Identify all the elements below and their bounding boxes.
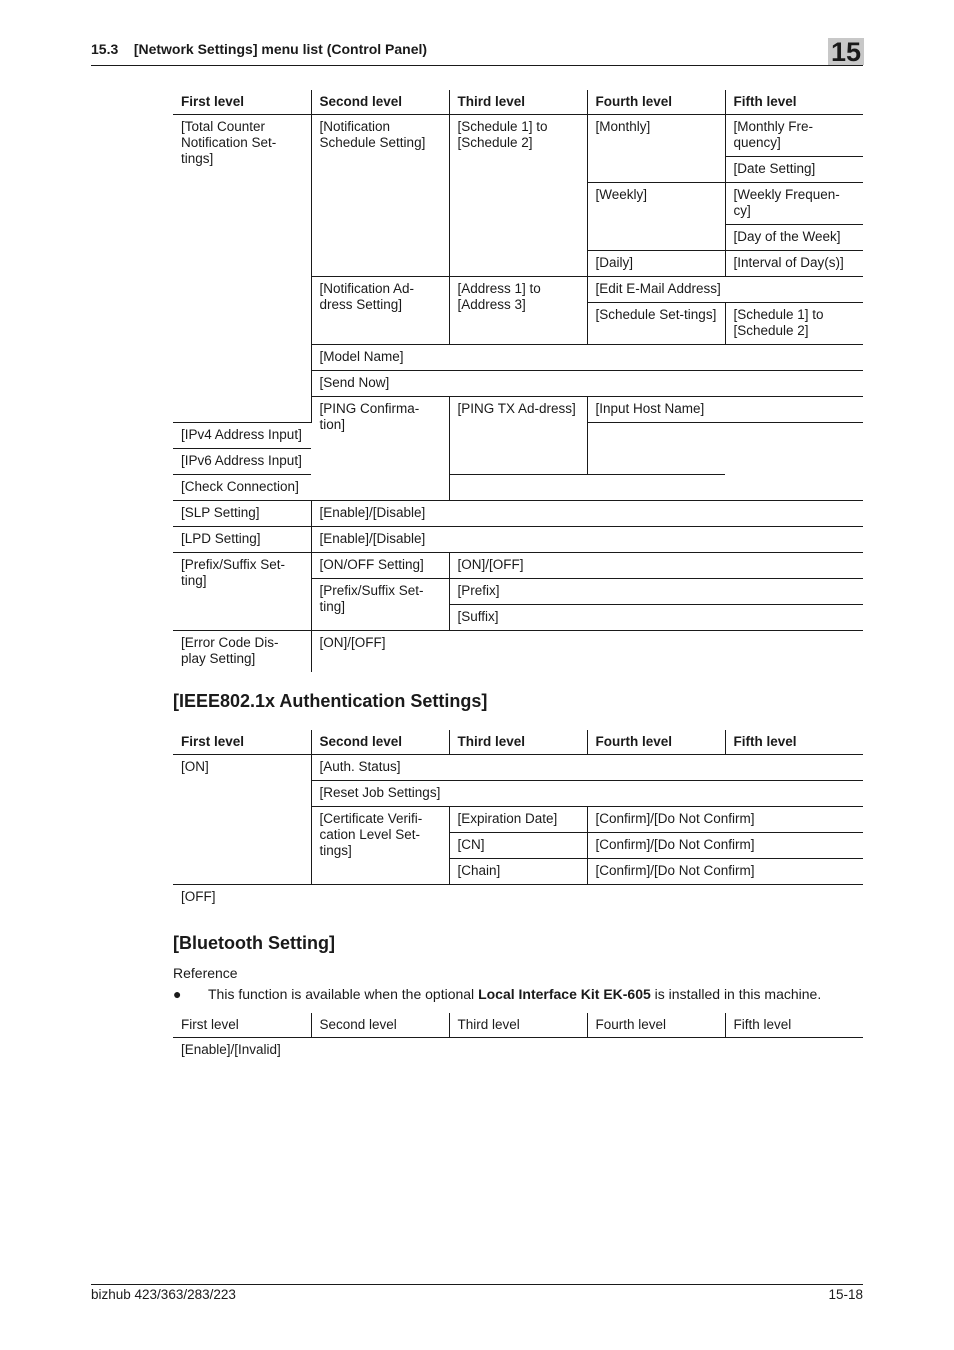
header-first-level: First level [173,90,311,115]
bluetooth-table [173,1013,863,1063]
cell-error-code: [Error Code Dis-play Setting] [173,631,311,673]
table-row [173,475,863,501]
header-fifth-level: Fifth level [725,730,863,755]
header-first-level: First level [173,1013,311,1038]
running-header-title [91,41,427,57]
cell-send-now: [Send Now] [311,371,863,397]
table-row [173,1038,863,1064]
chapter-badge [828,38,864,65]
cell-schedule-settings: [Schedule Set-tings] [587,303,725,345]
cell-auth-status: [Auth. Status] [311,755,863,781]
table-row [173,885,863,911]
cell-schedule-range: [Schedule 1] to [Schedule 2] [449,115,587,277]
cell-on: [ON] [173,755,311,885]
cell-suffix: [Suffix] [449,605,863,631]
header-fifth-level: Fifth level [725,1013,863,1038]
cell-prefix: [Prefix] [449,579,863,605]
cell-lpd-setting: [LPD Setting] [173,527,311,553]
cell-slp-enable: [Enable]/[Disable] [311,501,863,527]
table-row [173,501,863,527]
section-title-bluetooth: [Bluetooth Setting] [173,933,335,953]
header-rule [91,65,863,66]
cell-ping-tx-address: [PING TX Ad-dress] [449,397,587,475]
cell-interval-days: [Interval of Day(s)] [725,251,863,277]
cell-ipv6-input: [IPv6 Address Input] [173,449,587,475]
cell-ipv4-input: [IPv4 Address Input] [173,423,587,449]
ieee-settings-table [173,730,863,910]
note-prefix: This function is available when the optional [208,986,479,1002]
cell-on-off: [ON]/[OFF] [449,553,863,579]
footer-model: bizhub 423/363/283/223 [91,1287,236,1302]
table-row [173,449,863,475]
chapter-number: 15 [830,37,862,67]
cell-model-name: [Model Name] [311,345,863,371]
header-third-level: Third level [449,90,587,115]
footer-page-number: 15-18 [828,1287,863,1302]
cell-schedule-range-2: [Schedule 1] to [Schedule 2] [725,303,863,345]
cell-confirm-cn: [Confirm]/[Do Not Confirm] [587,833,863,859]
note-product-name: Local Interface Kit EK-605 [478,986,651,1002]
network-settings-table [173,90,863,672]
table-row [173,755,863,781]
cell-weekly-frequency: [Weekly Frequen-cy] [725,183,863,225]
header-second-level: Second level [311,90,449,115]
note-suffix: is installed in this machine. [650,986,822,1002]
cell-notification-schedule: [Notification Schedule Setting] [311,115,449,277]
cell-address-range: [Address 1] to [Address 3] [449,277,587,345]
section-number: 15.3 [91,41,119,57]
table-header-row [173,1013,863,1038]
cell-daily: [Daily] [587,251,725,277]
cell-prefix-suffix: [Prefix/Suffix Set-ting] [173,553,311,631]
header-third-level: Third level [449,730,587,755]
reference-label: Reference [173,965,238,981]
cell-slp-setting: [SLP Setting] [173,501,311,527]
table-row [173,553,863,579]
header-fourth-level: Fourth level [587,730,725,755]
cell-cert-verification: [Certificate Verifi-cation Level Set-tings] [311,807,449,885]
cell-expiration-date: [Expiration Date] [449,807,587,833]
header-third-level: Third level [449,1013,587,1038]
cell-ping-confirmation: [PING Confirma-tion] [311,397,449,501]
cell-total-counter: [Total Counter Notification Set-tings] [173,115,311,423]
table-row [173,423,863,449]
header-fifth-level: Fifth level [725,90,863,115]
cell-off: [OFF] [173,885,863,911]
header-second-level: Second level [311,730,449,755]
cell-date-setting: [Date Setting] [725,157,863,183]
cell-cn: [CN] [449,833,587,859]
bluetooth-note [208,986,821,1002]
section-title: [Network Settings] menu list (Control Panel) [133,41,428,57]
cell-monthly-frequency: [Monthly Fre-quency] [725,115,863,157]
cell-notification-address: [Notification Ad-dress Setting] [311,277,449,345]
table-header-row [173,730,863,755]
cell-error-on-off: [ON]/[OFF] [311,631,863,673]
table-row [173,527,863,553]
cell-confirm-chain: [Confirm]/[Do Not Confirm] [587,859,863,885]
cell-edit-email: [Edit E-Mail Address] [587,277,863,303]
footer-rule [91,1284,863,1285]
cell-reset-job: [Reset Job Settings] [311,781,863,807]
cell-monthly: [Monthly] [587,115,725,183]
cell-lpd-enable: [Enable]/[Disable] [311,527,863,553]
cell-weekly: [Weekly] [587,183,725,251]
cell-check-connection: [Check Connection] [173,475,725,501]
cell-input-host-name: [Input Host Name] [587,397,863,423]
cell-prefix-suffix-setting: [Prefix/Suffix Set-ting] [311,579,449,631]
table-row [173,115,863,157]
cell-chain: [Chain] [449,859,587,885]
section-title-ieee: [IEEE802.1x Authentication Settings] [173,691,488,711]
cell-enable-invalid: [Enable]/[Invalid] [173,1038,863,1064]
cell-day-of-week: [Day of the Week] [725,225,863,251]
header-fourth-level: Fourth level [587,90,725,115]
bullet-icon: ● [173,986,182,1002]
cell-confirm-expiration: [Confirm]/[Do Not Confirm] [587,807,863,833]
header-fourth-level: Fourth level [587,1013,725,1038]
header-first-level: First level [173,730,311,755]
cell-on-off-setting: [ON/OFF Setting] [311,553,449,579]
header-second-level: Second level [311,1013,449,1038]
table-header-row [173,90,863,115]
table-row [173,631,863,673]
